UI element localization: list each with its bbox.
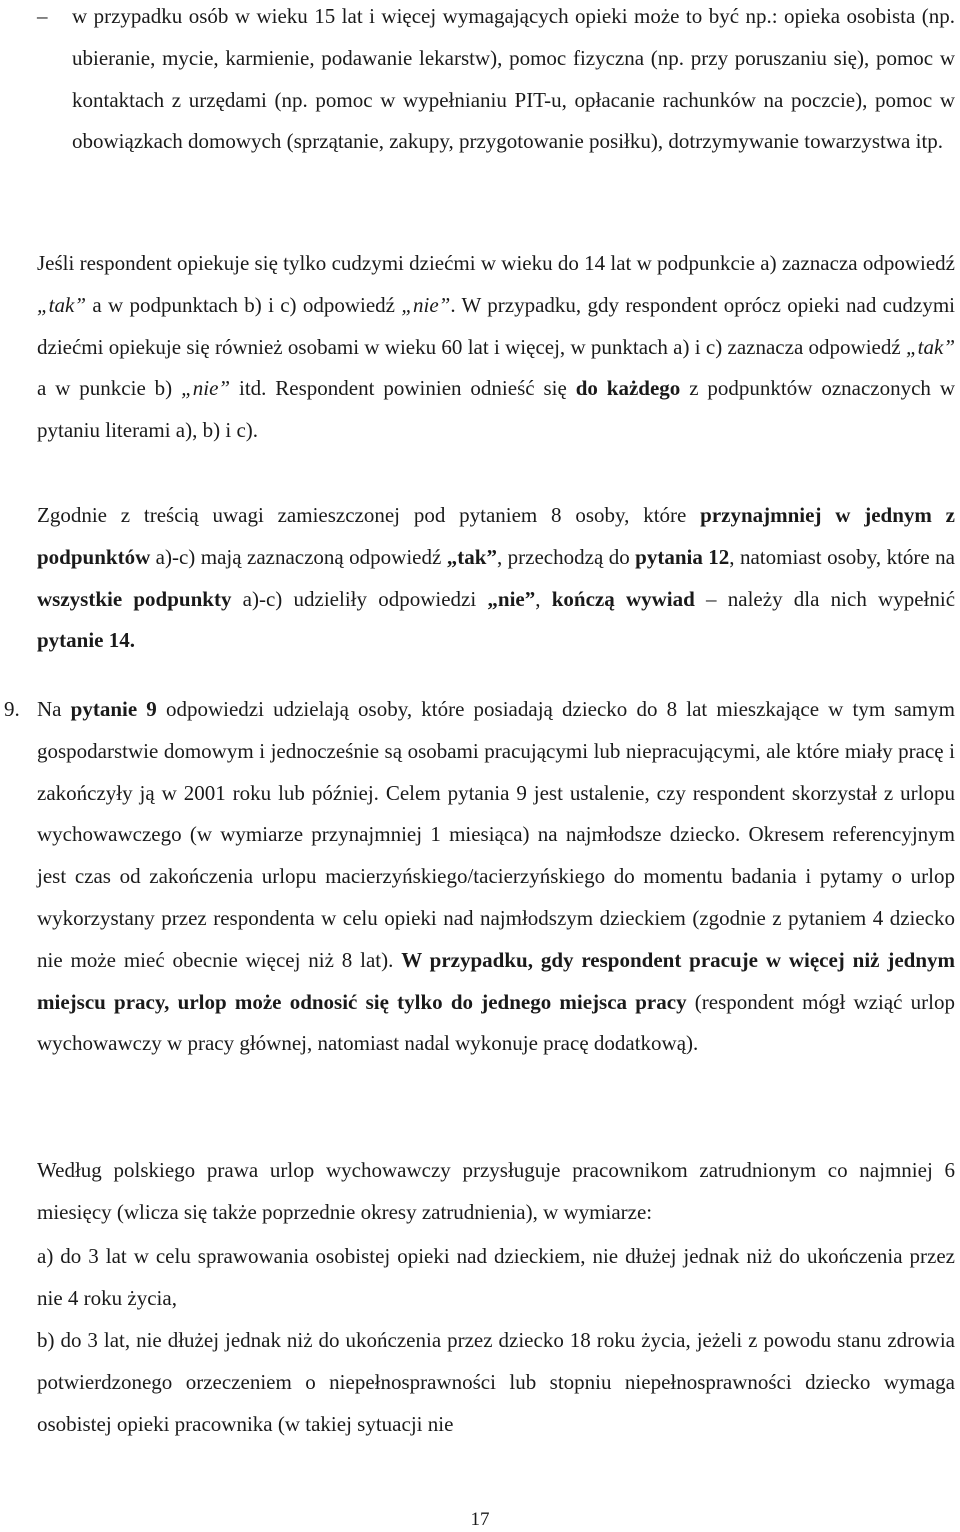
paragraph-option-a: a) do 3 lat w celu sprawowania osobistej opieki nad dzieckiem, nie dłużej jednak niż do ukończenia przez nie 4 roku życia, [37,1244,955,1310]
bullet-item [72,0,955,163]
answer-tak: „tak” [37,292,87,317]
paragraph-own-children: Jeśli respondent opiekuje się tylko cudzymi dziećmi w wieku do 14 lat w podpunkcie a) zaznacza odpowiedź „tak” a w podpunktach b) i c) odpowiedź „nie”. W przypadku, gdy respondent oprócz opieki nad cudzymi dziećmi opiekuje się również osobami w wieku 60 lat i więcej, w punktach a) i c) zaznacza odpowiedź „tak” a w punkcie b) „nie” itd. Respondent powinien odnieść się do każdego z podpunktów oznaczonych w pytaniu literami a), b) i c). [37,251,955,443]
bullet-dash: – [37,4,48,28]
paragraph-option-b: b) do 3 lat, nie dłużej jednak niż do ukończenia przez dziecko 18 roku życia, jeżeli z powodu stanu zdrowia potwierdzonego orzeczeniem o niepełnosprawności lub stopniu niepełnosprawności dziecko wymaga osobistej opieki pracownika (w takiej sytuacji nie [37,1328,955,1436]
item-9-paragraph: Na pytanie 9 odpowiedzi udzielają osoby, które posiadają dziecko do 8 lat mieszkające w tym samym gospodarstwie domowym i jednocześnie są osobami pracującymi lub niepracującymi, ale które miały pracę i zakończyły ją w 2001 roku lub później. Celem pytania 9 jest ustalenie, czy respondent skorzystał z urlopu wychowawczego (w wymiarze przynajmniej 1 miesiąca) na najmłodsze dziecko. Okresem referencyjnym jest czas od zakończenia urlopu macierzyńskiego/tacierzyńskiego do momentu badania i pytamy o urlop wykorzystany przez respondenta w celu opieki nad najmłodszym dzieckiem (zgodnie z pytaniem 4 dziecko nie może mieć obecnie więcej niż 8 lat). W przypadku, gdy respondent pracuje w więcej niż jednym miejscu pracy, urlop może odnosić się tylko do jednego miejsca pracy (respondent mógł wziąć urlop wychowawczy w pracy głównej, natomiast nadal wykonuje pracę dodatkową). [37,697,955,1056]
bullet-text: w przypadku osób w wieku 15 lat i więcej wymagających opieki może to być np.: opieka osobista (np. ubieranie, mycie, karmienie, podawanie lekarstw), pomoc fizyczna (np. przy poruszaniu się), pomoc w kontaktach z urzędami (np. pomoc w wypełnianiu PIT-u, opłacanie rachunków na poczcie), pomoc w obowiązkach domowych (sprzątanie, zakupy, przygotowanie posiłku), dotrzymywanie towarzystwa itp. [72,4,955,154]
item-number: 9. [4,697,20,721]
paragraph-routing: Zgodnie z treścią uwagi zamieszczonej pod pytaniem 8 osoby, które przynajmniej w jednym z podpunktów a)-c) mają zaznaczoną odpowiedź „tak”, przechodzą do pytania 12, natomiast osoby, które na wszystkie podpunkty a)-c) udzieliły odpowiedzi „nie”, kończą wywiad – należy dla nich wypełnić pytanie 14. [37,503,956,653]
page-number: 17 [470,1509,490,1530]
answer-nie: „nie” [181,376,231,401]
emphasis: do każdego [575,376,681,401]
answer-tak: „tak” [905,334,955,359]
answer-nie: „nie” [401,292,451,317]
paragraph-polish-law: Według polskiego prawa urlop wychowawczy przysługuje pracownikom zatrudnionym co najmniej 6 miesięcy (wlicza się także poprzednie okresy zatrudnienia), w wymiarze: [37,1158,955,1224]
